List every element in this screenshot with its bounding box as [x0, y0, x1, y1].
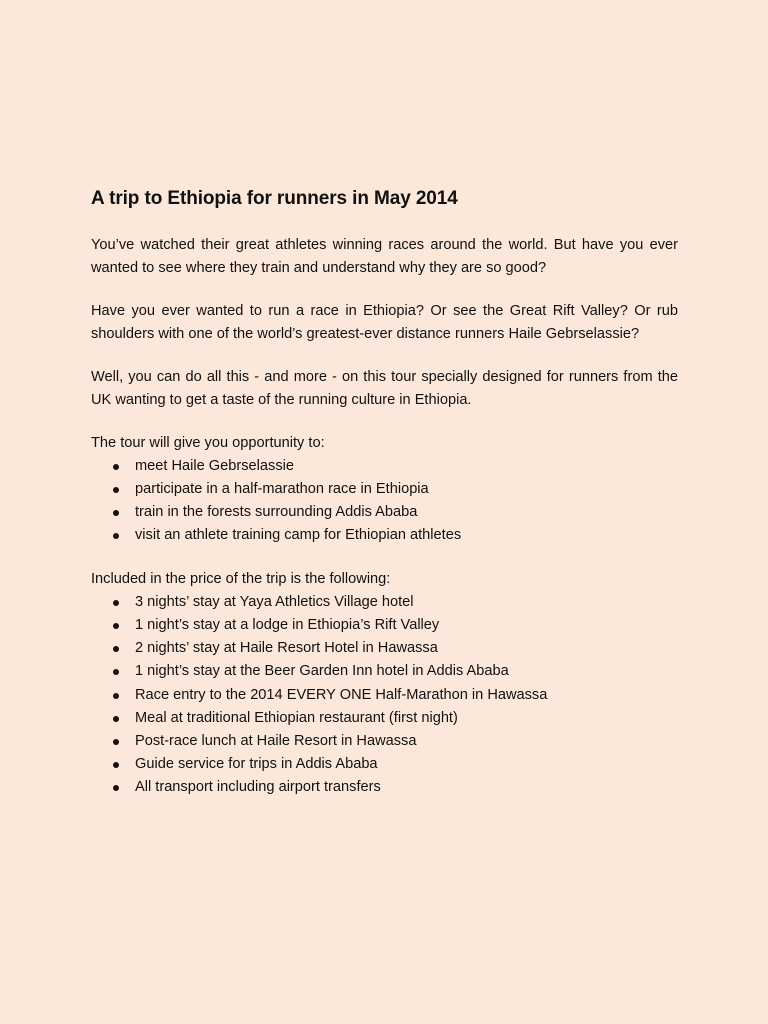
- list-item-text: Post-race lunch at Haile Resort in Hawassa: [135, 733, 417, 750]
- list-item-text: Guide service for trips in Addis Ababa: [135, 756, 378, 773]
- list-item: [91, 478, 678, 501]
- included-list: [91, 591, 678, 800]
- bullet-icon: [113, 623, 119, 629]
- opportunity-intro: The tour will give you opportunity to:: [91, 435, 325, 451]
- list-item: [91, 524, 678, 547]
- list-item: [91, 684, 678, 707]
- bullet-icon: [113, 669, 119, 675]
- list-item: [91, 776, 678, 799]
- list-item: [91, 501, 678, 524]
- bullet-icon: [113, 533, 119, 539]
- list-item-text: 1 night’s stay at a lodge in Ethiopia’s Rift Valley: [135, 617, 440, 634]
- included-intro: Included in the price of the trip is the following:: [91, 571, 391, 588]
- bullet-icon: [113, 762, 119, 768]
- list-item: [91, 614, 678, 637]
- list-item-text: 2 nights’ stay at Haile Resort Hotel in Hawassa: [135, 640, 438, 657]
- list-item-text: participate in a half-marathon race in Ethiopia: [135, 480, 429, 497]
- bullet-icon: [113, 464, 119, 470]
- list-item-text: Meal at traditional Ethiopian restaurant (first night): [135, 709, 458, 726]
- list-item-text: 1 night’s stay at the Beer Garden Inn hotel in Addis Ababa: [135, 663, 509, 680]
- list-item: [91, 455, 678, 478]
- list-item: [91, 660, 678, 683]
- list-item-text: visit an athlete training camp for Ethiopian athletes: [135, 527, 462, 544]
- bullet-icon: [113, 739, 119, 745]
- list-item: [91, 730, 678, 753]
- list-item: [91, 591, 678, 614]
- bullet-icon: [113, 693, 119, 699]
- bullet-icon: [113, 785, 119, 791]
- list-item-text: Race entry to the 2014 EVERY ONE Half-Marathon in Hawassa: [135, 686, 548, 703]
- bullet-icon: [113, 716, 119, 722]
- bullet-icon: [113, 487, 119, 493]
- opportunity-list: [91, 455, 678, 548]
- list-item: [91, 753, 678, 776]
- list-item: [91, 707, 678, 730]
- bullet-icon: [113, 510, 119, 516]
- list-item-text: 3 nights’ stay at Yaya Athletics Village hotel: [135, 593, 414, 610]
- list-item-text: meet Haile Gebrselassie: [135, 457, 294, 474]
- document-title: A trip to Ethiopia for runners in May 2014: [91, 188, 458, 209]
- list-item: [91, 637, 678, 660]
- bullet-icon: [113, 646, 119, 652]
- list-item-text: All transport including airport transfers: [135, 779, 381, 796]
- intro-paragraph: You’ve watched their great athletes winning races around the world. But have you ever wanted to see where they train and understand why they are so good?: [91, 237, 678, 276]
- bullet-icon: [113, 600, 119, 606]
- list-item-text: train in the forests surrounding Addis Ababa: [135, 503, 418, 520]
- race-paragraph: Have you ever wanted to run a race in Ethiopia? Or see the Great Rift Valley? Or rub shoulders with one of the world’s greatest-ever distance runners Haile Gebrselassie?: [91, 303, 678, 342]
- tour-paragraph: Well, you can do all this - and more - on this tour specially designed for runners from the UK wanting to get a taste of the running culture in Ethiopia.: [91, 369, 678, 408]
